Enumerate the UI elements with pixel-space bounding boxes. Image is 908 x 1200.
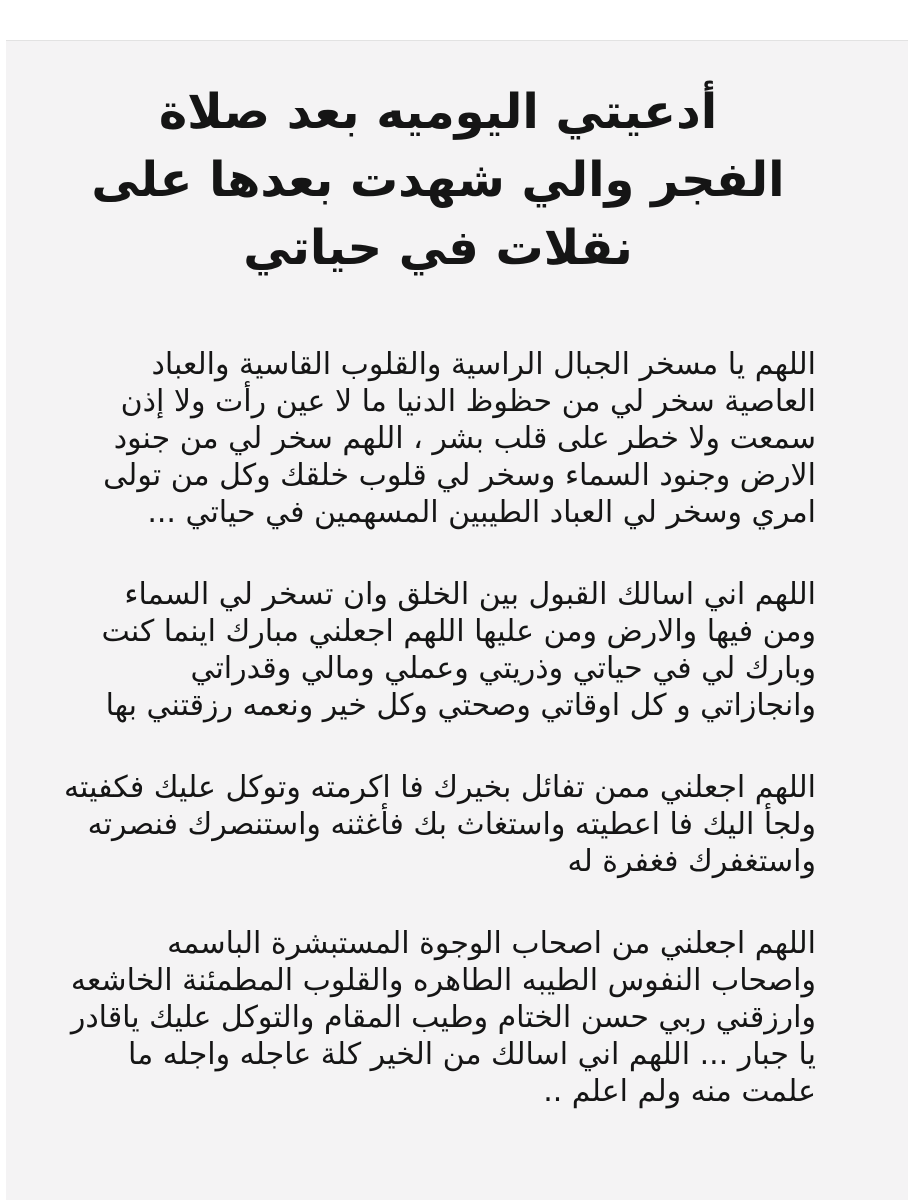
- text-line: يا جبار ... اللهم اني اسالك من الخير كلة عاجله واجله ما: [128, 1037, 816, 1072]
- text-line: العاصية سخر لي من حظوظ الدنيا ما لا عين رأت ولا إذن: [120, 384, 816, 419]
- text-line: وانجازاتي و كل اوقاتي وصحتي وكل خير ونعمه رزقتني بها: [105, 688, 816, 723]
- text-line: اللهم اجعلني ممن تفائل بخيرك فا اكرمته وتوكل عليك فكفيته: [63, 770, 816, 805]
- text-line: سمعت ولا خطر على قلب بشر ، اللهم سخر لي من جنود: [113, 421, 816, 456]
- prayer-paragraph-1: [60, 346, 816, 531]
- text-line: اللهم اجعلني من اصحاب الوجوة المستبشرة الباسمه: [167, 926, 816, 961]
- prayer-paragraph-3: [60, 769, 816, 880]
- text-line: علمت منه ولم اعلم ..: [543, 1074, 816, 1109]
- left-white-edge: [0, 40, 6, 1200]
- prayer-paragraph-2: [60, 576, 816, 724]
- text-line: وارزقني ربي حسن الختام وطيب المقام والتوكل عليك ياقادر: [70, 1000, 816, 1035]
- text-line: وبارك لي في حياتي وذريتي وعملي ومالي وقدراتي: [190, 651, 816, 686]
- text-line: واصحاب النفوس الطيبه الطاهره والقلوب المطمئنة الخاشعه: [70, 963, 816, 998]
- page-title: [60, 78, 816, 282]
- prayer-text-content: [60, 78, 816, 1155]
- text-line: واستغفرك فغفرة له: [567, 844, 816, 879]
- title-line: أدعيتي اليوميه بعد صلاة: [158, 84, 718, 140]
- text-line: ولجأ اليك فا اعطيته واستغاث بك فأغثنه واستنصرك فنصرته: [87, 807, 816, 842]
- title-line: الفجر والي شهدت بعدها على: [91, 152, 785, 208]
- title-line: نقلات في حياتي: [243, 220, 633, 276]
- text-line: امري وسخر لي العباد الطيبين المسهمين في حياتي ...: [147, 495, 816, 530]
- text-line: اللهم اني اسالك القبول بين الخلق وان تسخر لي السماء: [124, 577, 816, 612]
- top-white-strip: [0, 0, 908, 41]
- text-line: اللهم يا مسخر الجبال الراسية والقلوب القاسية والعباد: [151, 347, 816, 382]
- text-line: ومن فيها والارض ومن عليها اللهم اجعلني مبارك اينما كنت: [101, 614, 816, 649]
- text-line: الارض وجنود السماء وسخر لي قلوب خلقك وكل من تولى: [103, 458, 816, 493]
- prayer-paragraph-4: [60, 925, 816, 1110]
